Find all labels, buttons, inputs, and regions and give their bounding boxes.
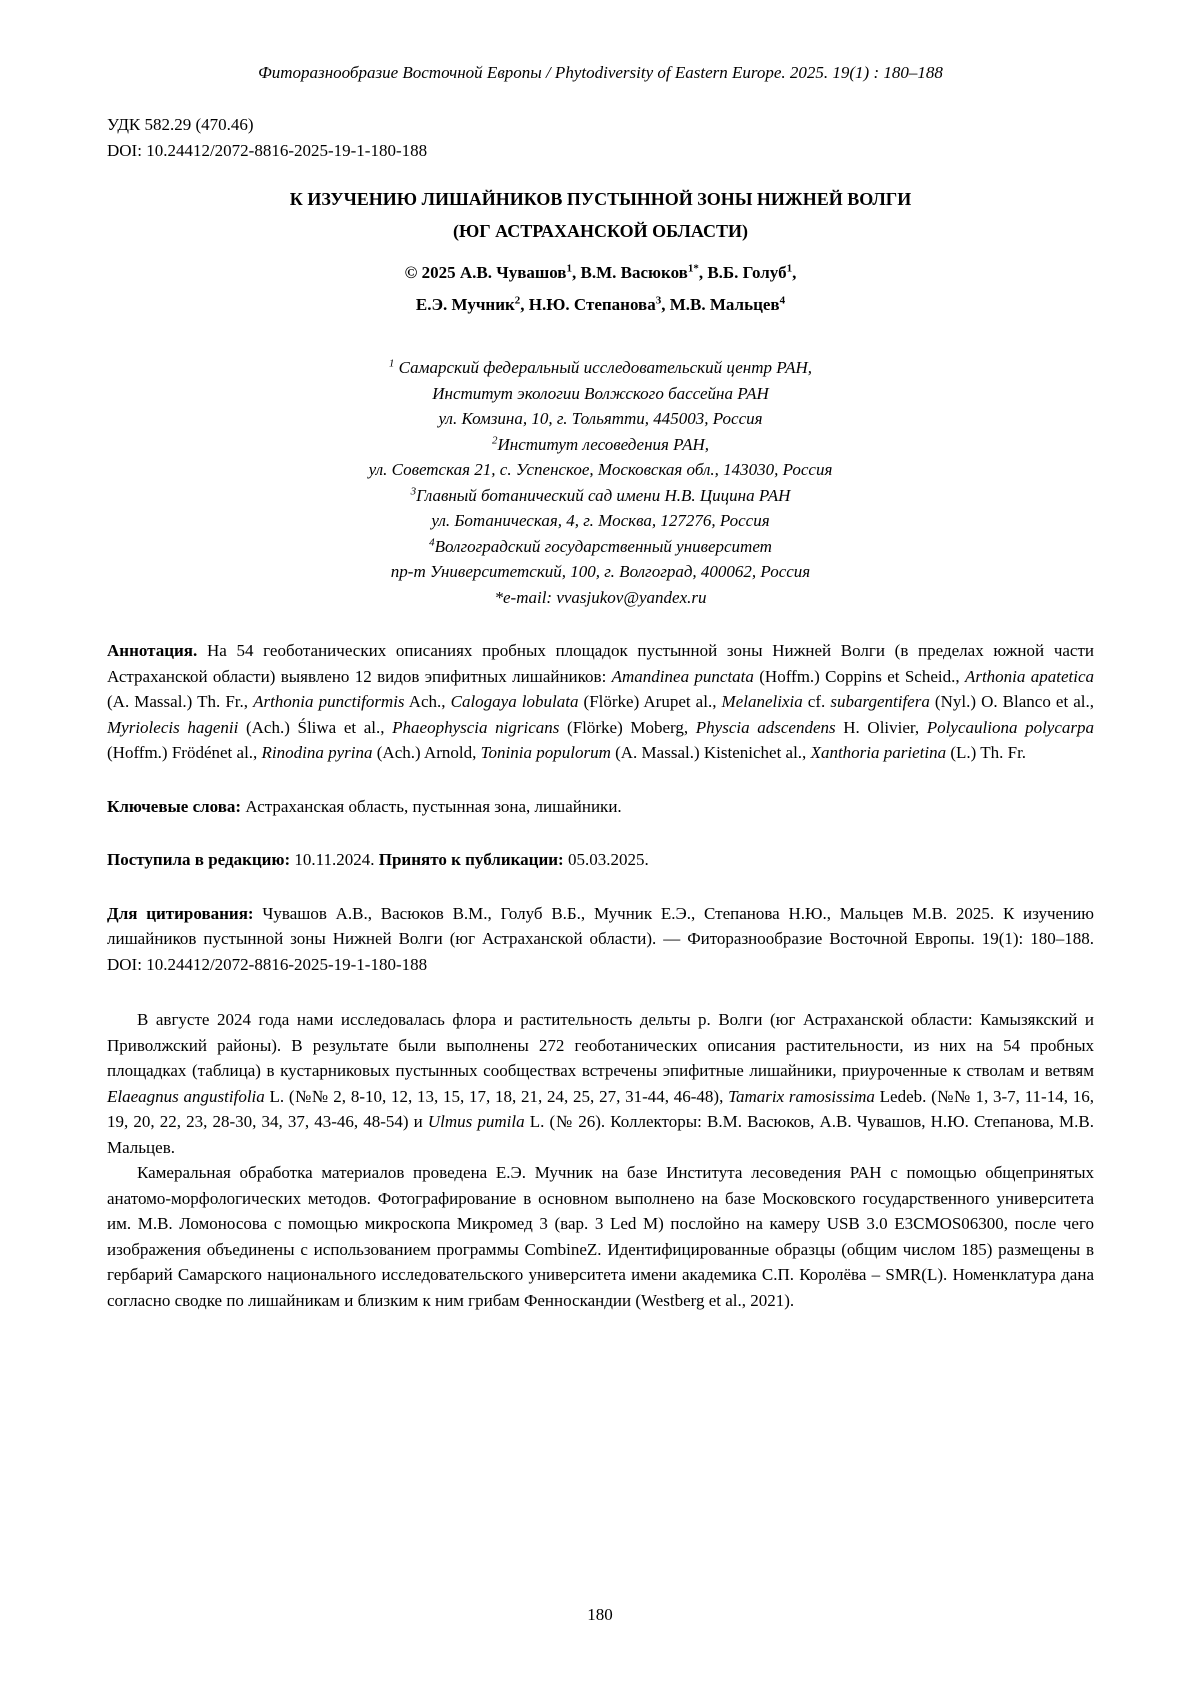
affiliation-line: $^3$Главный ботанический сад имени Н.В. Цицина РАН (410, 484, 791, 505)
email-line: *e-mail: vvasjukov@yandex.ru (494, 587, 707, 607)
article-title (107, 183, 1094, 247)
affiliation-line: ул. Комзина, 10, г. Тольятти, 445003, Россия (438, 409, 763, 428)
main-text (107, 1007, 1094, 1313)
article-title-line-1: К ИЗУЧЕНИЮ ЛИШАЙНИКОВ ПУСТЫННОЙ ЗОНЫ НИЖНЕЙ ВОЛГИ (289, 189, 912, 209)
citation-paragraph: Для цитирования: Чувашов А.В., Васюков В.М., Голуб В.Б., Мучник Е.Э., Степанова Н.Ю., Мальцев М.В. 2025. К изучению лишайников пустынной зоны Нижней Волги (юг Астраханской области). — Фиторазнообразие Восточной Европы. 19(1): 180–188. DOI: 10.24412/2072-8816-2025-19-1-180-188 (107, 903, 1094, 974)
journal-header: Фиторазнообразие Восточной Европы / Phytodiversity of Eastern Europe. 2025. 19(1) : 180–188 (258, 63, 943, 82)
affiliation-line: $^2$Институт лесоведения РАН, (492, 433, 709, 454)
affiliations-block (107, 355, 1094, 610)
authors-block (107, 257, 1094, 321)
udc-line: УДК 582.29 (470.46) (107, 115, 254, 134)
affiliation-line: Институт экологии Волжского бассейна РАН (432, 383, 769, 403)
affiliation-line: ул. Ботаническая, 4, г. Москва, 127276, Россия (431, 511, 770, 530)
affiliation-line: $^4$Волгоградский государственный университет (429, 535, 772, 556)
body-paragraph-2: Камеральная обработка материалов проведена Е.Э. Мучник на базе Института лесоведения РАН с помощью общепринятых анатомо-морфологических методов. Фотографирование в основном выполнено на базе Московского государственного университета им. М.В. Ломоносова с помощью микроскопа Микромед 3 (вар. 3 Led M) послойно на камеру USB 3.0 E3CMOS06300, после чего изображения объединены с использованием программы CombineZ. Идентифицированные образцы (общим числом 185) размещены в гербарий Самарского национального исследовательского университета имени академика С.П. Королёва – SMR(L). Номенклатура дана согласно сводке по лишайникам и близким к ним грибам Фенноскандии (Westberg et al., 2021). (107, 1163, 1094, 1310)
abstract-paragraph: Аннотация. На 54 геоботанических описаниях пробных площадок пустынной зоны Нижней Волги (в пределах южной части Астраханской области) выявлено 12 видов эпифитных лишайников: Amandinea punctata (Hoffm.) Coppins et Scheid., Arthonia apatetica (A. Massal.) Th. Fr., Arthonia punctiformis Ach., Calogaya lobulata (Flörke) Arupet al., Melanelixia cf. subargentifera (Nyl.) O. Blanco et al., Myriolecis hagenii (Ach.) Śliwa et al., Phaeophyscia nigricans (Flörke) Moberg, Physcia adscendens H. Olivier, Polycauliona polycarpa (Hoffm.) Frödénet al., Rinodina pyrina (Ach.) Arnold, Toninia populorum (A. Massal.) Kistenichet al., Xanthoria parietina (L.) Th. Fr. (107, 641, 1095, 762)
dates-line: Поступила в редакцию: 10.11.2024. Принято к публикации: 05.03.2025. (107, 850, 649, 869)
article-title-line-2: (ЮГ АСТРАХАНСКОЙ ОБЛАСТИ) (452, 221, 749, 241)
affiliation-line: $^1$ Самарский федеральный исследовательский центр РАН, (388, 357, 813, 377)
body-paragraph-1: В августе 2024 года нами исследовалась флора и растительность дельты р. Волги (юг Астраханской области: Камызякский и Приволжский районы). В результате были выполнены 272 геоботанических описания растительности, из них на 54 пробных площадках (таблица) в кустарниковых пустынных сообществах встречены эпифитные лишайники, приуроченные к стволам и ветвям Elaeagnus angustifolia L. (№№ 2, 8-10, 12, 13, 15, 17, 18, 21, 24, 25, 27, 31-44, 46-48), Tamarix ramosissima Ledeb. (№№ 1, 3-7, 11-14, 16, 19, 20, 22, 23, 28-30, 34, 37, 43-46, 48-54) и Ulmus pumila L. (№ 26). Коллекторы: В.М. Васюков, А.В. Чувашов, Н.Ю. Степанова, М.В. Мальцев. (107, 1010, 1094, 1157)
affiliation-line: ул. Советская 21, с. Успенское, Московская обл., 143030, Россия (368, 460, 833, 479)
udc-doi-block (107, 112, 1094, 163)
affiliation-line: пр-т Университетский, 100, г. Волгоград, 400062, Россия (390, 562, 811, 581)
page-number: 180 (587, 1605, 613, 1624)
authors-line-1: © 2025 А.В. Чувашов$^1$, В.М. Васюков$^{1*}$, В.Б. Голуб$^1$, (404, 262, 797, 282)
keywords-line: Ключевые слова: Астраханская область, пустынная зона, лишайники. (107, 796, 622, 816)
authors-line-2: Е.Э. Мучник$^2$, Н.Ю. Степанова$^3$, М.В. Мальцев$^4$ (415, 294, 786, 314)
doi-line: DOI: 10.24412/2072-8816-2025-19-1-180-188 (107, 140, 428, 160)
